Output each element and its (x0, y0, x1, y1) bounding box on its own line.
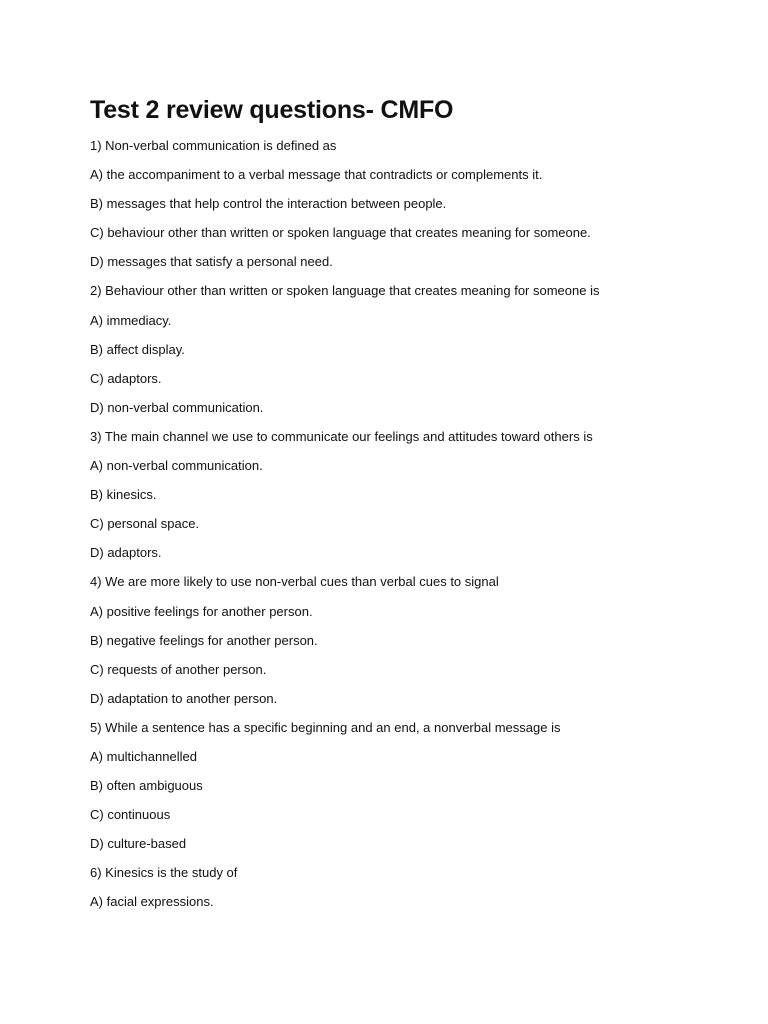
question-2-option-c: C) adaptors. (90, 370, 162, 386)
question-4-option-a: A) positive feelings for another person. (90, 603, 313, 619)
question-2-option-b: B) affect display. (90, 341, 185, 357)
question-6: 6) Kinesics is the study of (90, 865, 238, 881)
question-1-option-d: D) messages that satisfy a personal need. (90, 254, 333, 270)
question-4-option-c: C) requests of another person. (90, 661, 267, 677)
question-1-option-b: B) messages that help control the interaction between people. (90, 196, 447, 212)
question-4-option-b: B) negative feelings for another person. (90, 632, 318, 648)
question-5-option-d: D) culture-based (90, 836, 187, 852)
question-3: 3) The main channel we use to communicate our feelings and attitudes toward others is (90, 428, 593, 444)
question-3-option-c: C) personal space. (90, 516, 200, 532)
question-1: 1) Non-verbal communication is defined as (90, 138, 337, 153)
question-1-option-c: C) behaviour other than written or spoken language that creates meaning for someone. (90, 225, 591, 241)
question-3-option-a: A) non-verbal communication. (90, 458, 263, 474)
question-2-option-a: A) immediacy. (90, 312, 172, 328)
question-2: 2) Behaviour other than written or spoken language that creates meaning for someone is (90, 283, 600, 299)
question-4: 4) We are more likely to use non-verbal cues than verbal cues to signal (90, 574, 499, 590)
question-2-option-d: D) non-verbal communication. (90, 399, 264, 415)
question-5: 5) While a sentence has a specific beginning and an end, a nonverbal message is (90, 719, 561, 735)
question-5-option-c: C) continuous (90, 807, 171, 823)
question-3-option-b: B) kinesics. (90, 487, 157, 503)
question-1-option-a: A) the accompaniment to a verbal message that contradicts or complements it. (90, 167, 543, 183)
question-5-option-a: A) multichannelled (90, 748, 197, 764)
question-5-option-b: B) often ambiguous (90, 778, 203, 794)
question-4-option-d: D) adaptation to another person. (90, 690, 278, 706)
document-body (90, 136, 730, 922)
document-title: Test 2 review questions- CMFO (90, 96, 454, 124)
question-3-option-d: D) adaptors. (90, 545, 162, 561)
question-6-option-a: A) facial expressions. (90, 894, 214, 910)
